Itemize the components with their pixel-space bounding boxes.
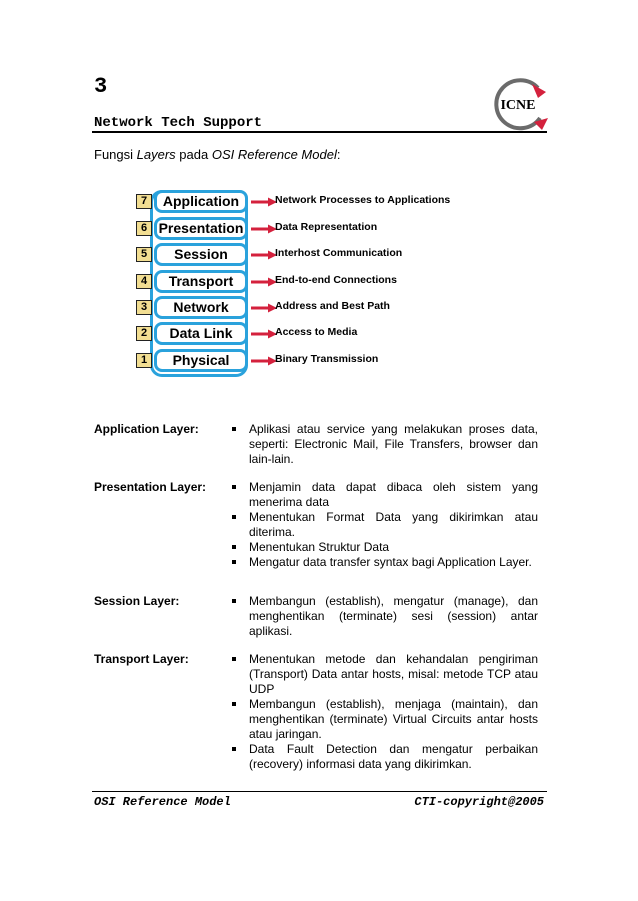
icne-logo <box>488 78 550 133</box>
arrow-icon <box>251 329 277 339</box>
layer-function: End-to-end Connections <box>275 274 397 286</box>
header-rule <box>92 131 547 133</box>
layer-function: Binary Transmission <box>275 353 379 365</box>
arrow-icon <box>251 197 277 207</box>
layer-function: Address and Best Path <box>275 300 390 312</box>
description-list <box>230 652 538 772</box>
description-list <box>230 594 538 639</box>
layer-number: 4 <box>136 274 152 289</box>
description-item: Menentukan metode dan kehandalan pengiriman (Transport) Data antar hosts, misal: metode TCP atau UDP <box>230 652 538 697</box>
arrow-icon <box>251 356 277 366</box>
layer-name: Application <box>154 190 248 213</box>
intro-layers-word: Layers <box>136 147 176 162</box>
layer-function: Interhost Communication <box>275 247 403 259</box>
layer-number: 3 <box>136 300 152 315</box>
description-item: Menjamin data dapat dibaca oleh sistem yang menerima data <box>230 480 538 510</box>
intro-after: : <box>336 147 341 162</box>
intro-before: Fungsi <box>94 147 137 162</box>
chapter-number: 3 <box>94 74 108 99</box>
layer-name: Presentation <box>154 217 248 240</box>
footer-right: CTI-copyright@2005 <box>414 795 544 809</box>
description-item: Membangun (establish), mengatur (manage), dan menghentikan (terminate) sesi (session) antar aplikasi. <box>230 594 538 639</box>
arrow-icon <box>251 303 277 313</box>
layer-function: Network Processes to Applications <box>275 194 451 206</box>
osi-diagram <box>130 190 470 382</box>
description-item: Menentukan Format Data yang dikirimkan atau diterima. <box>230 510 538 540</box>
intro-model-word: OSI Reference Model <box>211 147 337 162</box>
description-label: Application Layer: <box>94 422 199 436</box>
layer-name: Session <box>154 243 248 266</box>
layer-name: Data Link <box>154 322 248 345</box>
layer-number: 1 <box>136 353 152 368</box>
description-item: Data Fault Detection dan mengatur perbaikan (recovery) informasi data yang dikirimkan. <box>230 742 538 772</box>
description-list <box>230 480 538 570</box>
arrow-icon <box>251 250 277 260</box>
header-title: Network Tech Support <box>94 115 263 131</box>
layer-name: Network <box>154 296 248 319</box>
arrow-icon <box>251 277 277 287</box>
layer-function: Access to Media <box>275 326 358 338</box>
layer-number: 2 <box>136 326 152 341</box>
description-label: Transport Layer: <box>94 652 189 666</box>
layer-number: 6 <box>136 221 152 236</box>
layer-number: 5 <box>136 247 152 262</box>
layer-number: 7 <box>136 194 152 209</box>
layer-name: Physical <box>154 349 248 372</box>
footer-left: OSI Reference Model <box>94 795 231 809</box>
arrow-icon <box>251 224 277 234</box>
description-item: Membangun (establish), menjaga (maintain), dan menghentikan (terminate) Virtual Circuits antar hosts atau jaringan. <box>230 697 538 742</box>
description-item: Aplikasi atau service yang melakukan proses data, seperti: Electronic Mail, File Transfers, browser dan lain-lain. <box>230 422 538 467</box>
intro-text <box>94 147 340 162</box>
description-label: Presentation Layer: <box>94 480 207 494</box>
footer-rule <box>92 791 547 792</box>
description-label: Session Layer: <box>94 594 180 608</box>
layer-function: Data Representation <box>275 221 378 233</box>
intro-middle: pada <box>175 147 212 162</box>
description-item: Menentukan Struktur Data <box>230 540 538 555</box>
logo-text: ICNE <box>500 98 536 113</box>
layer-name: Transport <box>154 270 248 293</box>
description-list <box>230 422 538 467</box>
description-item: Mengatur data transfer syntax bagi Application Layer. <box>230 555 538 570</box>
